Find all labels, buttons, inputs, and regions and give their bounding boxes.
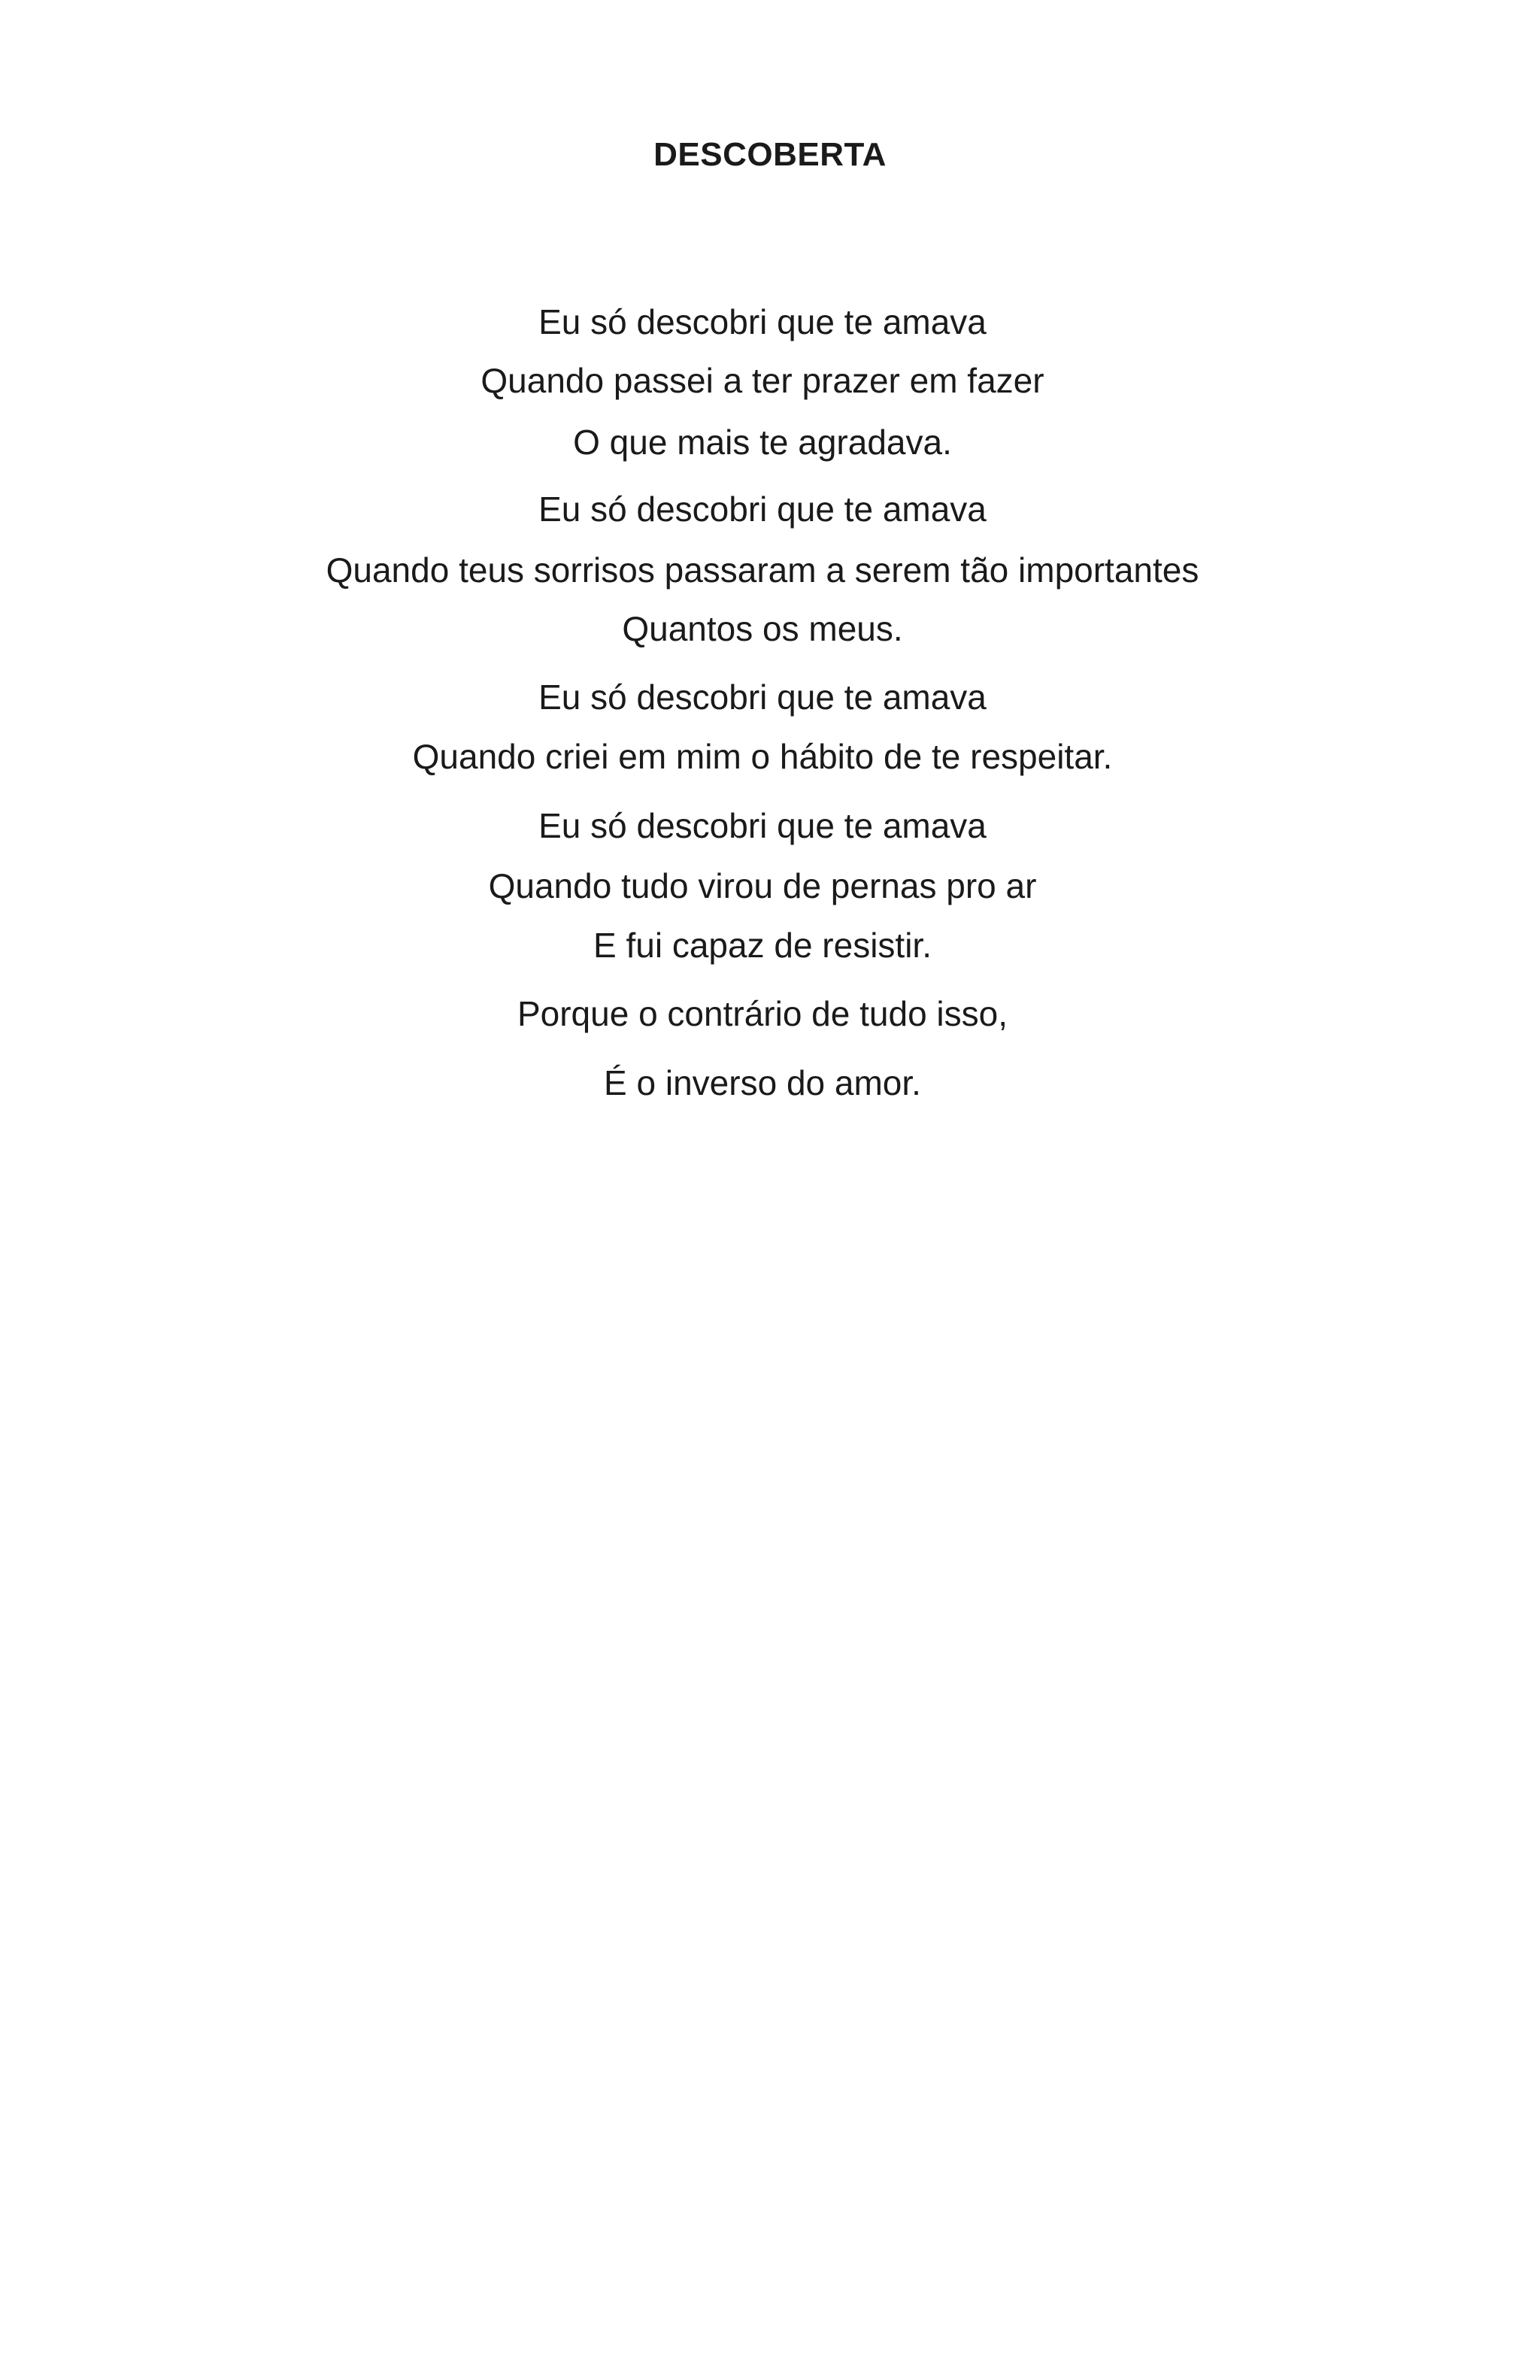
poem-line: Quando teus sorrisos passaram a serem tão importantes [326, 550, 1199, 590]
poem-line: Eu só descobri que te amava [538, 678, 987, 717]
poem-line: Quando criei em mim o hábito de te respeitar. [412, 737, 1113, 776]
poem-line: Eu só descobri que te amava [538, 806, 987, 845]
poem-title: DESCOBERTA [653, 136, 887, 173]
poem-line: Quando passei a ter prazer em fazer [480, 361, 1044, 400]
poem-line: Eu só descobri que te amava [538, 490, 987, 529]
poem-line: O que mais te agradava. [573, 423, 952, 462]
poem-line: E fui capaz de resistir. [593, 926, 932, 965]
poem-line: Quantos os meus. [622, 609, 903, 648]
poem-line: Quando tudo virou de pernas pro ar [488, 866, 1037, 905]
poem-line: É o inverso do amor. [604, 1063, 921, 1102]
poem-line: Porque o contrário de tudo isso, [517, 994, 1008, 1033]
poem-line: Eu só descobri que te amava [538, 302, 987, 341]
